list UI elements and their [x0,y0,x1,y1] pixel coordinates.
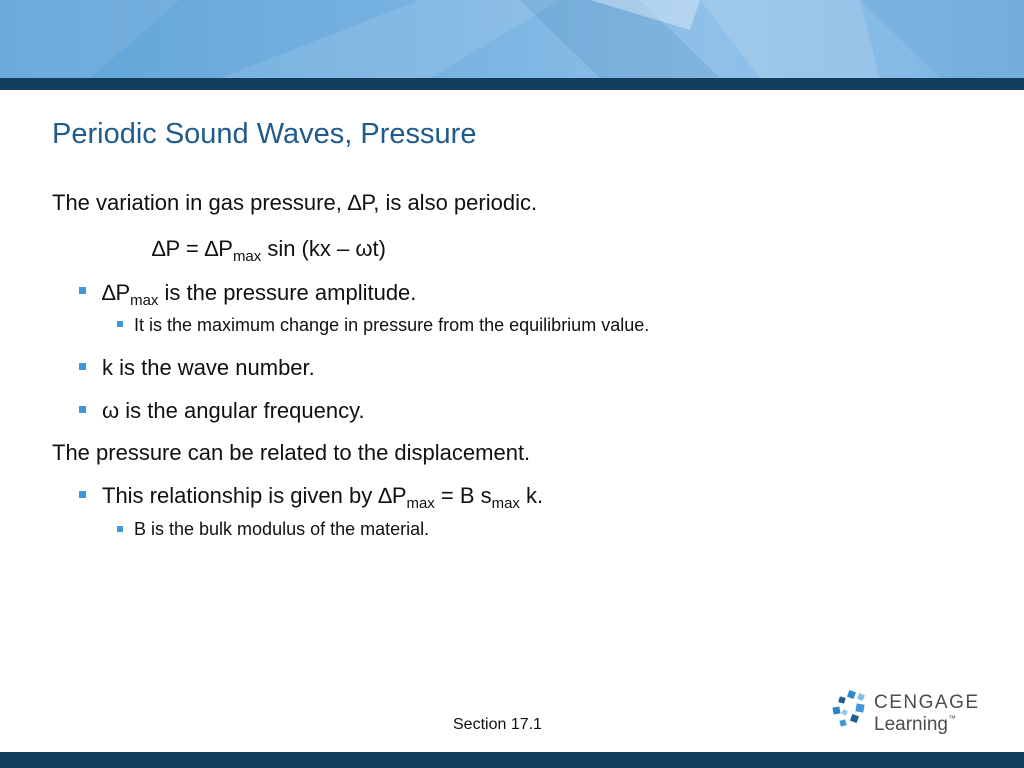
bullet-item-pmax [102,280,417,309]
bullet-marker [79,287,86,294]
body-line-displacement-text: The pressure can be related to the displacement. [52,440,531,465]
cengage-mark-icon [828,688,872,738]
header-rule [0,78,1024,90]
body-line-1 [52,190,537,216]
bullet-marker [79,491,86,498]
logo-word-learning-text: Learning [874,714,948,735]
body-line-1-text: The variation in gas pressure, ∆P, is also periodic. [52,190,538,215]
bullet-item-pmax-sub: max [130,291,159,309]
bullet-item-pmax-post: is the pressure amplitude. [158,280,417,305]
bullet-item-relationship-pre: This relationship is given by ∆P [102,483,407,508]
section-label: Section 17.1 [453,716,542,733]
equation-pre: ∆P = ∆P [152,236,233,261]
bullet-marker [79,363,86,370]
sub-bullet-item-maximum-change-text: It is the maximum change in pressure from the equilibrium value. [134,315,650,335]
equation-line [152,236,386,265]
cengage-learning-logo [828,688,988,738]
bullet-item-relationship-post: k. [519,483,544,508]
header-banner [0,0,1024,78]
logo-word-cengage: CENGAGE [874,692,980,713]
bullet-item-wave-number [102,355,315,381]
bullet-item-wave-number-text: k is the wave number. [102,355,315,380]
bullet-item-relationship-sub: max [406,494,435,512]
bullet-item-pmax-pre: ∆P [102,280,131,305]
trademark-symbol: ™ [947,714,956,723]
sub-bullet-item-bulk-modulus-text: B is the bulk modulus of the material. [134,519,430,539]
equation-sub: max [232,247,262,265]
bullet-item-relationship-sub2: max [491,494,520,512]
sub-bullet-item-bulk-modulus [134,519,429,540]
slide-title: Periodic Sound Waves, Pressure [52,118,477,150]
bullet-item-angular-frequency [102,398,365,424]
header-pattern [0,0,1024,78]
bullet-item-relationship [102,483,544,512]
sub-bullet-item-maximum-change [134,315,649,336]
body-line-displacement [52,440,530,466]
sub-bullet-marker [117,526,123,532]
footer-rule [0,752,1024,768]
bullet-marker [79,406,86,413]
logo-word-learning [874,714,956,736]
equation-post: sin (kx – ωt) [261,236,386,261]
sub-bullet-marker [117,321,123,327]
bullet-item-angular-frequency-text: ω is the angular frequency. [102,398,365,423]
bullet-item-relationship-mid: = B s [434,483,492,508]
